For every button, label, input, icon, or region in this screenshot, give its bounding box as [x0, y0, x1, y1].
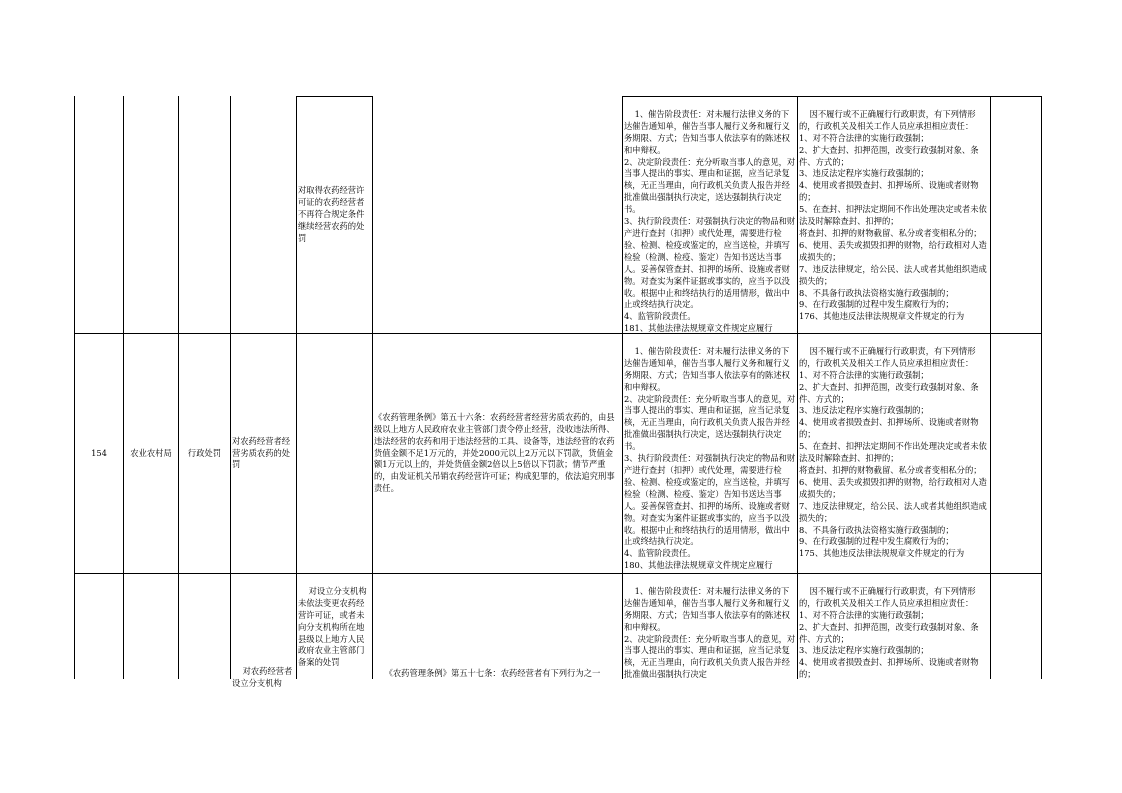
- table-cell-accountability: [799, 97, 989, 333]
- table-cell-duty: [624, 334, 796, 573]
- grid-line: [797, 96, 798, 679]
- accountability-text: 因不履行或不正确履行行政职责，有下列情形的，行政机关及相关工作人员应承担相应责任： 1、对不符合法律的实施行政强制； 2、扩大查封、扣押范围，改变行政强制对象、条件、方式的； 3、违反法定程序实施行政强制的； 4、使用或者损毁查封、扣押场所、设施或者财物的；: [799, 585, 979, 680]
- table-cell-clause: [298, 574, 371, 679]
- basis-text: 《农药管理条例》第五十六条：农药经营者经营劣质农药的，由县级以上地方人民政府农业主管部门责令停止经营，没收违法所得、违法经营的农药和用于违法经营的工具、设备等，违法经营的农药货值金额不足1万元的，并处2000元以上2万元以下罚款，货值金额1万元以上的，并处货值金额2倍以上5倍以下罚款；情节严重的，由发证机关吊销农药经营许可证；构成犯罪的，依法追究刑事责任。: [374, 411, 615, 494]
- table-cell-number: [75, 334, 123, 573]
- table-cell-accountability: [799, 574, 989, 679]
- table-cell-item: [232, 334, 295, 573]
- table-cell-accountability: [799, 334, 989, 573]
- accountability-text: 因不履行或不正确履行行政职责，有下列情形的，行政机关及相关工作人员应承担相应责任： 1、对不符合法律的实施行政强制； 2、扩大查封、扣押范围，改变行政强制对象、条件、方式的； 3、违反法定程序实施行政强制的； 4、使用或者损毁查封、扣押场所、设施或者财物的； 5、在查封、扣押法定期间不作出处理决定或者未依法及时解除查封、扣押的； 将查封、扣押的财物截留、私分或者变相私分的； 6、使用、丢失或损毁扣押的财物，给行政相对人造成损失的； 7、违反法律规定，给公民、法人或者其他组织造成损失的； 8、不具备行政执法资格实施行政强制的； 9、在行政强制的过程中发生腐败行为的； 175、其他违反法律法规规章文件规定的行为: [799, 345, 987, 559]
- basis-text: 《农药管理条例》第五十七条：农药经营者有下列行为之一: [384, 667, 601, 678]
- table-cell-duty: [624, 97, 796, 333]
- duty-text: 1、催告阶段责任：对未履行法律义务的下达催告通知单，催告当事人履行义务和履行义务期限、方式；告知当事人依法享有的陈述权和申辩权。 2、决定阶段责任：充分听取当事人的意见，对当事人提出的事实、理由和证据，应当记录复核，无正当理由，向行政机关负责人报告并经批准做出强制执行决定: [624, 585, 796, 680]
- row-number: 154: [91, 447, 107, 458]
- table-cell-item: [232, 654, 295, 688]
- type-text: 行政处罚: [187, 447, 222, 458]
- table-cell-type: [179, 334, 230, 573]
- grid-line: [230, 96, 231, 679]
- grid-line: [990, 96, 991, 679]
- table-cell-department: [124, 334, 178, 573]
- grid-line: [622, 96, 623, 679]
- table-cell-basis: [374, 656, 621, 679]
- item-text: 对农药经营者设立分支机构: [232, 665, 293, 688]
- item-text: 对农药经营者经营劣质农药的处罚: [232, 435, 291, 470]
- duty-text: 1、催告阶段责任：对未履行法律义务的下达催告通知单，催告当事人履行义务和履行义务期限、方式；告知当事人依法享有的陈述权和申辩权。 2、决定阶段责任：充分听取当事人的意见，对当事人提出的事实、理由和证据，应当记录复核，无正当理由，向行政机关负责人报告并经批准做出强制执行决定，送达强制执行决定书。 3、执行阶段责任：对强制执行决定的物品和财产进行查封（扣押）或代处理，需要进行检验、检测、检疫或鉴定的，应当送检，并填写检验（检测、检疫、鉴定）告知书送达当事人。妥善保管查封、扣押的场所、设施或者财物。对查实为案件证据或事实的，应当予以没收。根据中止和终结执行的适用情形，做出中止或终结执行决定。 4、监管阶段责任。 180、其他法律法规规章文件规定应履行: [624, 345, 796, 571]
- clause-text: 对设立分支机构未依法变更农药经营许可证，或者未向分支机构所在地县级以上地方人民政府农业主管部门备案的处罚: [298, 585, 367, 668]
- grid-line: [1041, 96, 1042, 679]
- grid-line: [372, 96, 373, 679]
- department-text: 农业农村局: [130, 447, 172, 458]
- clause-text: 对取得农药经营许可证的农药经营者不再符合规定条件继续经营农药的处罚: [298, 185, 365, 243]
- table-cell-duty: [624, 574, 796, 679]
- duty-text: 1、催告阶段责任：对未履行法律义务的下达催告通知单，催告当事人履行义务和履行义务期限、方式；告知当事人依法享有的陈述权和申辩权。 2、决定阶段责任：充分听取当事人的意见，对当事人提出的事实、理由和证据，应当记录复核，无正当理由，向行政机关负责人报告并经批准做出强制执行决定，送达强制执行决定书。 3、执行阶段责任：对强制执行决定的物品和财产进行查封（扣押）或代处理，需要进行检验、检测、检疫或鉴定的，应当送检，并填写检验（检测、检疫、鉴定）告知书送达当事人。妥善保管查封、扣押的场所、设施或者财物。对查实为案件证据或事实的，应当予以没收。根据中止和终结执行的适用情形，做出中止或终结执行决定。 4、监管阶段责任。 181、其他法律法规规章文件规定应履行: [624, 108, 796, 334]
- grid-line: [296, 96, 297, 679]
- table-cell-basis: [374, 334, 621, 573]
- accountability-text: 因不履行或不正确履行行政职责，有下列情形的，行政机关及相关工作人员应承担相应责任： 1、对不符合法律的实施行政强制； 2、扩大查封、扣押范围，改变行政强制对象、条件、方式的； 3、违反法定程序实施行政强制的； 4、使用或者损毁查封、扣押场所、设施或者财物的； 5、在查封、扣押法定期间不作出处理决定或者未依法及时解除查封、扣押的； 将查封、扣押的财物截留、私分或者变相私分的； 6、使用、丢失或损毁扣押的财物，给行政相对人造成损失的； 7、违反法律规定，给公民、法人或者其他组织造成损失的； 8、不具备行政执法资格实施行政强制的； 9、在行政强制的过程中发生腐败行为的； 176、其他违反法律法规规章文件规定的行为: [799, 108, 987, 322]
- table-cell-clause: [298, 97, 371, 333]
